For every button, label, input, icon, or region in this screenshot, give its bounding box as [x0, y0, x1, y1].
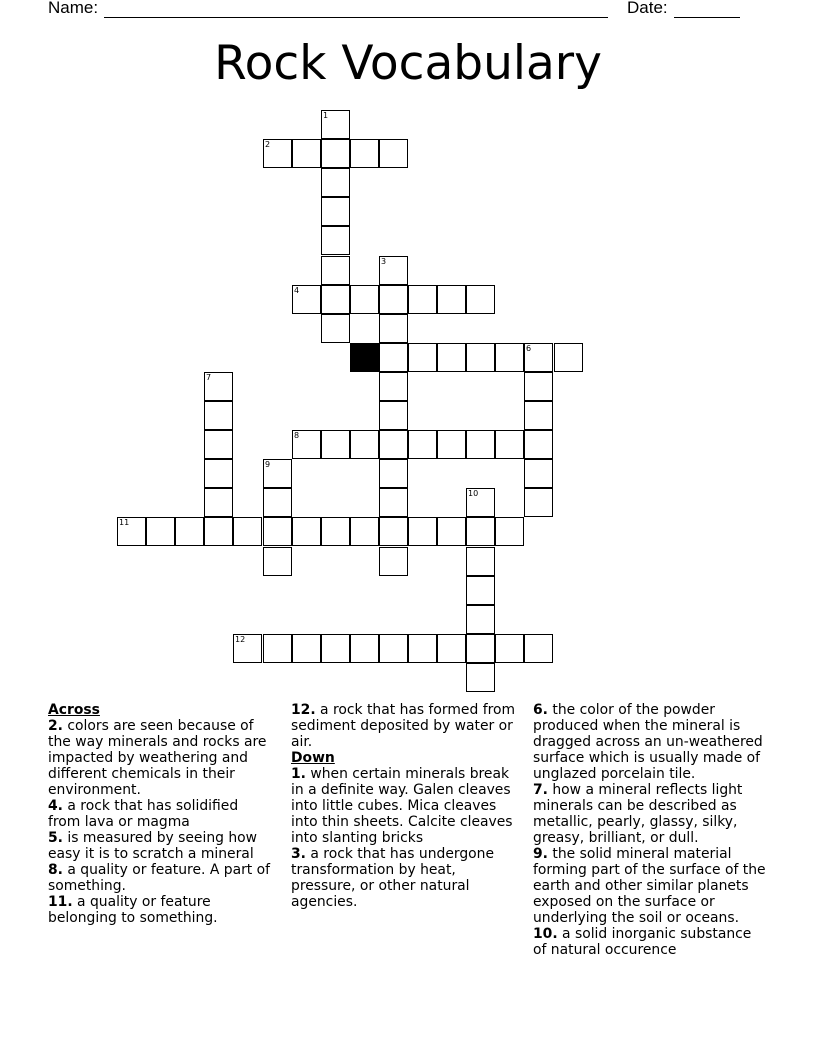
- grid-cell[interactable]: [350, 634, 379, 663]
- grid-cell[interactable]: [321, 197, 350, 226]
- grid-cell[interactable]: [350, 285, 379, 314]
- grid-cell[interactable]: [350, 430, 379, 459]
- grid-cell[interactable]: [524, 488, 553, 517]
- grid-cell[interactable]: [379, 343, 408, 372]
- grid-cell[interactable]: [263, 488, 292, 517]
- grid-cell[interactable]: [466, 488, 495, 517]
- clue-across-4: 4. a rock that has solidified from lava or magma: [48, 798, 239, 830]
- grid-cell[interactable]: [466, 285, 495, 314]
- grid-cell[interactable]: [466, 663, 495, 692]
- grid-cell[interactable]: [379, 256, 408, 285]
- grid-cell[interactable]: [437, 430, 466, 459]
- grid-cell[interactable]: [379, 547, 408, 576]
- grid-cell[interactable]: [321, 314, 350, 343]
- clue-down-1: 1. when certain minerals break in a definite way. Galen cleaves into little cubes. Mica cleaves into thin sheets. Calcite cleaves into slanting bricks: [291, 766, 513, 846]
- grid-cell[interactable]: [524, 401, 553, 430]
- grid-cell[interactable]: [292, 634, 321, 663]
- grid-cell[interactable]: [466, 517, 495, 546]
- grid-cell[interactable]: [408, 343, 437, 372]
- grid-cell[interactable]: [175, 517, 204, 546]
- grid-cell[interactable]: [379, 314, 408, 343]
- grid-cell[interactable]: [321, 168, 350, 197]
- clue-column-2: [291, 702, 522, 910]
- grid-cell[interactable]: [495, 430, 524, 459]
- grid-cell[interactable]: [495, 343, 524, 372]
- grid-cell[interactable]: [321, 285, 350, 314]
- grid-cell[interactable]: [379, 517, 408, 546]
- grid-cell[interactable]: [263, 547, 292, 576]
- clue-column-3: [533, 702, 769, 958]
- grid-cell[interactable]: [146, 517, 175, 546]
- clue-down-7: 7. how a mineral reflects light minerals can be described as metallic, pearly, glassy, silky, greasy, brilliant, or dull.: [533, 782, 743, 846]
- grid-cell[interactable]: [379, 401, 408, 430]
- grid-cell[interactable]: [117, 517, 146, 546]
- grid-cell[interactable]: [233, 634, 262, 663]
- grid-cell[interactable]: [437, 343, 466, 372]
- grid-cell[interactable]: [466, 547, 495, 576]
- grid-cell[interactable]: [466, 634, 495, 663]
- grid-cell[interactable]: [466, 605, 495, 634]
- grid-cell[interactable]: [321, 139, 350, 168]
- grid-cell[interactable]: [466, 430, 495, 459]
- grid-cell[interactable]: [321, 256, 350, 285]
- clue-number: 2: [265, 140, 271, 149]
- clue-number: 4: [294, 286, 300, 295]
- clue-across-11: 11. a quality or feature belonging to something.: [48, 894, 218, 926]
- clue-across-12: 12. a rock that has formed from sediment deposited by water or air.: [291, 702, 516, 750]
- grid-cell[interactable]: [204, 430, 233, 459]
- grid-cell[interactable]: [408, 285, 437, 314]
- clue-number: 3: [381, 257, 387, 266]
- name-label: Name:: [48, 0, 99, 17]
- grid-cell[interactable]: [263, 139, 292, 168]
- grid-cell[interactable]: [466, 576, 495, 605]
- clue-number: 8: [294, 431, 300, 440]
- grid-cell[interactable]: [437, 285, 466, 314]
- grid-cell[interactable]: [379, 634, 408, 663]
- grid-cell[interactable]: [204, 517, 233, 546]
- grid-cell[interactable]: [379, 139, 408, 168]
- grid-cell[interactable]: [350, 517, 379, 546]
- clue-number: 6: [526, 344, 532, 353]
- grid-cell[interactable]: [233, 517, 262, 546]
- grid-cell[interactable]: [408, 517, 437, 546]
- grid-cell[interactable]: [408, 634, 437, 663]
- clue-across-2: 2. colors are seen because of the way minerals and rocks are impacted by weathering and different chemicals in their environment.: [48, 718, 267, 798]
- clue-number: 7: [206, 373, 212, 382]
- grid-cell[interactable]: [524, 372, 553, 401]
- grid-cell[interactable]: [204, 459, 233, 488]
- grid-cell[interactable]: [495, 517, 524, 546]
- clue-down-6: 6. the color of the powder produced when the mineral is dragged across an un-weathered surface which is usually made of unglazed porcelain tile.: [533, 702, 763, 782]
- page-title: Rock Vocabulary: [214, 36, 602, 91]
- clue-number: 10: [468, 489, 479, 498]
- grid-cell[interactable]: [321, 634, 350, 663]
- grid-cell[interactable]: [263, 459, 292, 488]
- grid-cell[interactable]: [495, 634, 524, 663]
- grid-cell[interactable]: [379, 285, 408, 314]
- grid-cell[interactable]: [524, 634, 553, 663]
- date-label: Date:: [627, 0, 668, 17]
- grid-cell[interactable]: [379, 430, 408, 459]
- grid-cell[interactable]: [350, 139, 379, 168]
- grid-cell[interactable]: [204, 372, 233, 401]
- grid-cell[interactable]: [321, 517, 350, 546]
- grid-cell[interactable]: [379, 459, 408, 488]
- grid-cell[interactable]: [263, 517, 292, 546]
- grid-cell[interactable]: [204, 401, 233, 430]
- grid-cell[interactable]: [321, 110, 350, 139]
- grid-cell[interactable]: [292, 430, 321, 459]
- grid-cell[interactable]: [292, 517, 321, 546]
- grid-cell[interactable]: [524, 459, 553, 488]
- clue-number: 11: [119, 518, 130, 527]
- down-heading: Down: [291, 750, 335, 766]
- clue-number: 9: [265, 460, 271, 469]
- grid-cell[interactable]: [554, 343, 583, 372]
- grid-cell[interactable]: [379, 372, 408, 401]
- grid-cell[interactable]: [379, 488, 408, 517]
- grid-cell[interactable]: [524, 343, 553, 372]
- clue-across-5: 5. is measured by seeing how easy it is to scratch a mineral: [48, 830, 258, 862]
- clue-down-3: 3. a rock that has undergone transformation by heat, pressure, or other natural agencies.: [291, 846, 494, 910]
- clue-number: 1: [323, 111, 329, 120]
- grid-cell[interactable]: [292, 285, 321, 314]
- grid-cell[interactable]: [204, 488, 233, 517]
- black-cell: [350, 343, 379, 372]
- clue-column-1: [48, 702, 274, 926]
- grid-cell[interactable]: [524, 430, 553, 459]
- clue-down-10: 10. a solid inorganic substance of natural occurence: [533, 926, 752, 958]
- grid-cell[interactable]: [292, 139, 321, 168]
- clue-down-9: 9. the solid mineral material forming part of the surface of the earth and other similar planets exposed on the surface or underlying the soil or oceans.: [533, 846, 766, 926]
- across-heading: Across: [48, 702, 100, 718]
- grid-cell[interactable]: [437, 634, 466, 663]
- grid-cell[interactable]: [466, 343, 495, 372]
- clue-across-8: 8. a quality or feature. A part of something.: [48, 862, 271, 894]
- grid-cell[interactable]: [321, 226, 350, 255]
- grid-cell[interactable]: [437, 517, 466, 546]
- grid-cell[interactable]: [263, 634, 292, 663]
- grid-cell[interactable]: [321, 430, 350, 459]
- grid-cell[interactable]: [408, 430, 437, 459]
- clue-number: 12: [235, 635, 246, 644]
